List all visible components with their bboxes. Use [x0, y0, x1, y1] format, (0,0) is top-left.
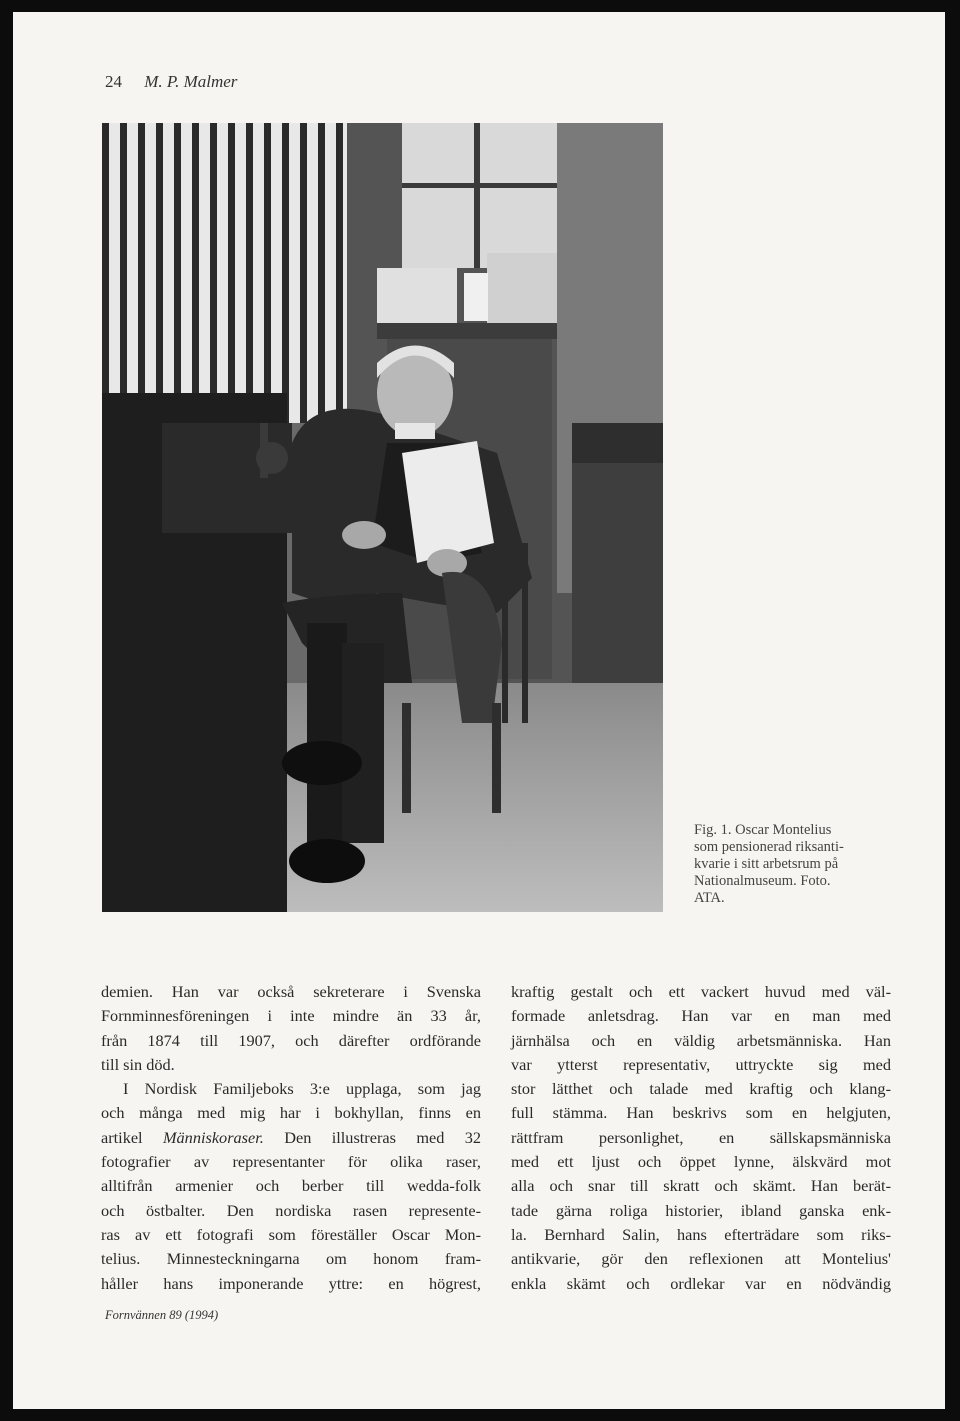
text-line: stor lätthet och talade med kraftig och klang-	[511, 1079, 891, 1099]
document-page	[13, 12, 945, 1409]
text-line: var ytterst representativ, uttryckte sig med	[511, 1054, 891, 1074]
figure-caption: Fig. 1. Oscar Montelius som pensionerad riksanti- kvarie i sitt arbetsrum på Nationalmuseum. Foto. ATA.	[694, 822, 844, 906]
journal-footer: Fornvännen 89 (1994)	[105, 1308, 219, 1322]
text-line: full stämma. Han beskrivs som en helgjuten,	[511, 1103, 891, 1123]
text-line: tade gärna roliga historier, ibland ganska enk-	[511, 1200, 891, 1220]
figure-photograph	[102, 123, 663, 912]
text-line: la. Bernhard Salin, hans efterträdare som riks-	[511, 1224, 891, 1244]
text-line: formade anletsdrag. Han var en man med	[511, 1006, 891, 1026]
text-line: fotografier av representanter för olika raser,	[101, 1152, 481, 1172]
running-header	[105, 72, 237, 92]
text-line: alla och snar till skratt och skämt. Han berät-	[511, 1176, 891, 1196]
text-line: alltifrån armenier och berber till wedda-folk	[101, 1176, 481, 1196]
text-line: demien. Han var också sekreterare i Svenska	[101, 982, 481, 1001]
text-line: till sin död.	[101, 1054, 175, 1074]
text-line: från 1874 till 1907, och därefter ordförande	[101, 1030, 481, 1050]
text-line: enkla skämt och ordlekar var en nödvändig	[511, 1273, 891, 1293]
text-line: och många med mig har i bokhyllan, finns en	[101, 1103, 481, 1123]
text-line: och östbalter. Den nordiska rasen represente-	[101, 1200, 481, 1220]
text-line: håller hans imponerande yttre: en högrest,	[101, 1273, 481, 1293]
text-line: I Nordisk Familjeboks 3:e upplaga, som jag	[123, 1079, 481, 1099]
text-line: telius. Minnesteckningarna om honom fram-	[101, 1249, 481, 1269]
text-line: kraftig gestalt och ett vackert huvud med väl-	[511, 982, 891, 1001]
left-text-column	[101, 980, 481, 1296]
text-line: med ett ljust och öppet lynne, älskvärd mot	[511, 1152, 891, 1172]
text-line: antikvarie, gör den reflexionen att Montelius'	[511, 1249, 891, 1269]
text-line: rättfram personlighet, en sällskapsmänniska	[511, 1127, 891, 1147]
text-line: järnhälsa och en väldig arbetsmänniska. Han	[511, 1030, 891, 1050]
running-author: M. P. Malmer	[144, 72, 238, 91]
text-fragment: Den illustreras med 32	[284, 1127, 482, 1147]
page-number: 24	[105, 72, 122, 91]
text-fragment: artikel	[101, 1127, 143, 1147]
right-text-column	[511, 980, 891, 1296]
text-line: Fornminnesföreningen i inte mindre än 33 år,	[101, 1006, 481, 1026]
text-line: ras av ett fotografi som föreställer Oscar Mon-	[101, 1224, 481, 1244]
text-line	[101, 1126, 481, 1150]
italic-title: Människoraser.	[162, 1127, 264, 1147]
